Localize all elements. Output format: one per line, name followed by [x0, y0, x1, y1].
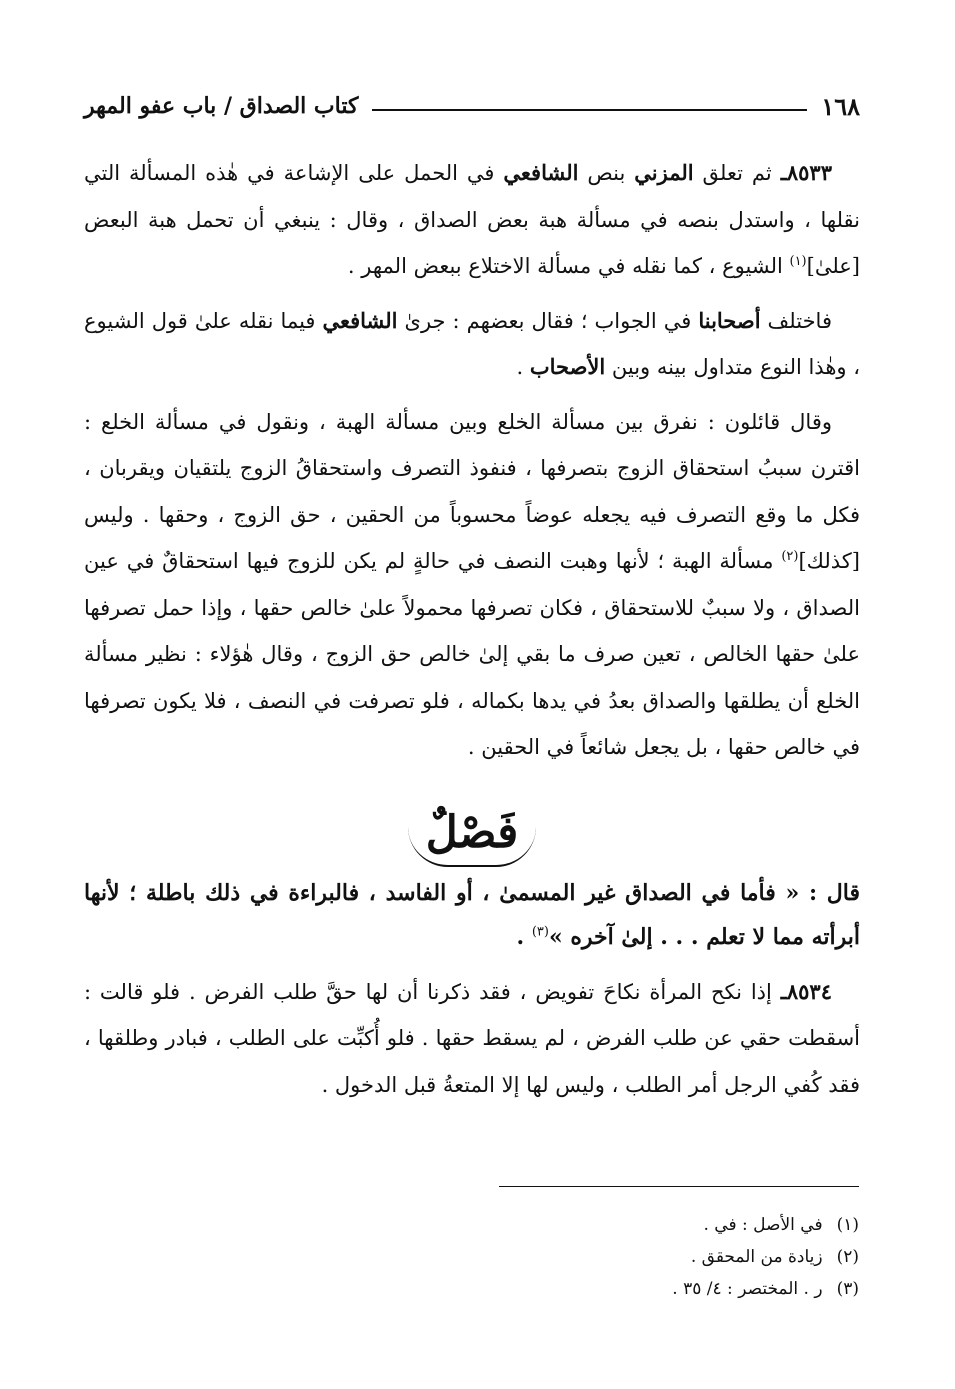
paragraph-8533: [84, 150, 860, 290]
footnote-number: (٣): [836, 1279, 859, 1299]
text-run: قال : « فأما في الصداق غير المسمىٰ ، أو الفاسد ، فالبراءة في ذلك باطلة ؛ لأنها أبرأته مما لا تعلم . . . إلىٰ آخره »: [84, 879, 860, 950]
running-title: كتاب الصداق / باب عفو المهر: [84, 93, 359, 119]
text-run: فيما نقله علىٰ قول الشيوع ، وهٰذا النوع متداول بينه وبين: [84, 308, 860, 379]
footnotes: [499, 1186, 859, 1305]
footnote-text: ر . المختصر : ٤/ ٣٥ .: [672, 1279, 823, 1299]
text-run: في الحمل على الإشاعة في هٰذه المسألة التي نقلها ، واستدل بنصه في مسألة هبة بعض الصداق ، وقال : ينبغي أن تحمل هبة البعض [علىٰ]: [84, 161, 860, 278]
page-header: [84, 86, 860, 126]
footnote-text: زيادة من المحقق .: [690, 1247, 823, 1267]
footnote-number: (١): [836, 1215, 859, 1235]
paragraph-number: ٨٥٣٤ـ: [780, 978, 832, 1004]
paragraph-qailun: [84, 399, 860, 771]
footnote-divider: [499, 1186, 859, 1187]
text-run: بنص: [578, 161, 635, 185]
paragraph-number: ٨٥٣٣ـ: [780, 160, 832, 185]
text-run: إذا نكح المرأة نكاحَ تفويض ، فقد ذكرنا أن لها حقَّ طلب الفرض . فلو قالت : أسقطت حقي عن طلب الفرض ، لم يسقط حقها . فلو أُكبِّت على الطلب ، فبادر وطلقها ، فقد كُفي الرجل أمر الطلب ، وليس لها إلا المتعةُ قبل الدخول .: [84, 979, 860, 1097]
footnote-ref-1[interactable]: (١): [789, 254, 807, 269]
footnote-1: [499, 1209, 859, 1241]
text-run: الشيوع ، كما نقله في مسألة الاختلاع ببعض المهر .: [347, 254, 790, 278]
paragraph-8534: [84, 969, 860, 1109]
section-title: فَصْلٌ: [408, 801, 537, 867]
text-run: وقال قائلون : نفرق بين مسألة الخلع وبين مسألة الهبة ، ونقول في مسألة الخلع : اقترن سببُ استحقاق الزوج بتصرفها ، فنفوذ التصرف واستحقاقُ الزوج يلتقيان ويقربان ، فكل ما وقع التصرف فيه يجعله عوضاً محسوباً من الحقين ، حق الزوج ، وحقها . وليس [كذلك]: [84, 409, 860, 573]
quoted-matn: [84, 871, 860, 959]
footnote-ref-2[interactable]: (٢): [781, 549, 799, 564]
name-shafii: الشافعي: [322, 307, 398, 333]
text-run: ثم تعلق: [693, 161, 781, 185]
text-run: مسألة الهبة ؛ لأنها وهبت النصف في حالةٍ لم يكن للزوج فيها استحقاقٌ في عين الصداق ، ولا سببٌ للاستحقاق ، فكان تصرفها محمولاً علىٰ خالص حقها ، وإذا حمل تصرفها علىٰ حقها الخالص ، تعين صرف ما بقي إلىٰ خالص حق الزوج ، وقال هٰؤلاء : نظير مسألة الخلع أن يطلقها والصداق بعدُ في يدها بكماله ، فلو تصرفت في النصف ، فلا يكون تصرفها في خالص حقها ، بل يجعل شائعاً في الحقين .: [84, 549, 860, 759]
text-run: فاختلف: [760, 308, 832, 333]
footnote-3: [499, 1273, 859, 1305]
text-run: .: [516, 923, 532, 950]
name-shafii: الشافعي: [503, 160, 579, 185]
text-run: .: [516, 355, 530, 379]
name-muzani: المزني: [634, 160, 694, 185]
page-number: ١٦٨: [821, 91, 860, 121]
paragraph-ikhtilaf: [84, 298, 860, 391]
footnote-2: [499, 1241, 859, 1273]
footnote-ref-3[interactable]: (٣): [531, 924, 549, 940]
footnote-text: في الأصل : في .: [703, 1215, 823, 1235]
section-heading-fasl: [84, 801, 860, 867]
term-ashabuna: أصحابنا: [698, 307, 761, 333]
term-ashab: الأصحاب: [529, 354, 606, 379]
header-rule: [372, 109, 807, 111]
footnote-number: (٢): [836, 1247, 859, 1267]
text-run: في الجواب ؛ فقال بعضهم : جرىٰ: [397, 308, 699, 333]
main-text: [84, 150, 860, 1116]
